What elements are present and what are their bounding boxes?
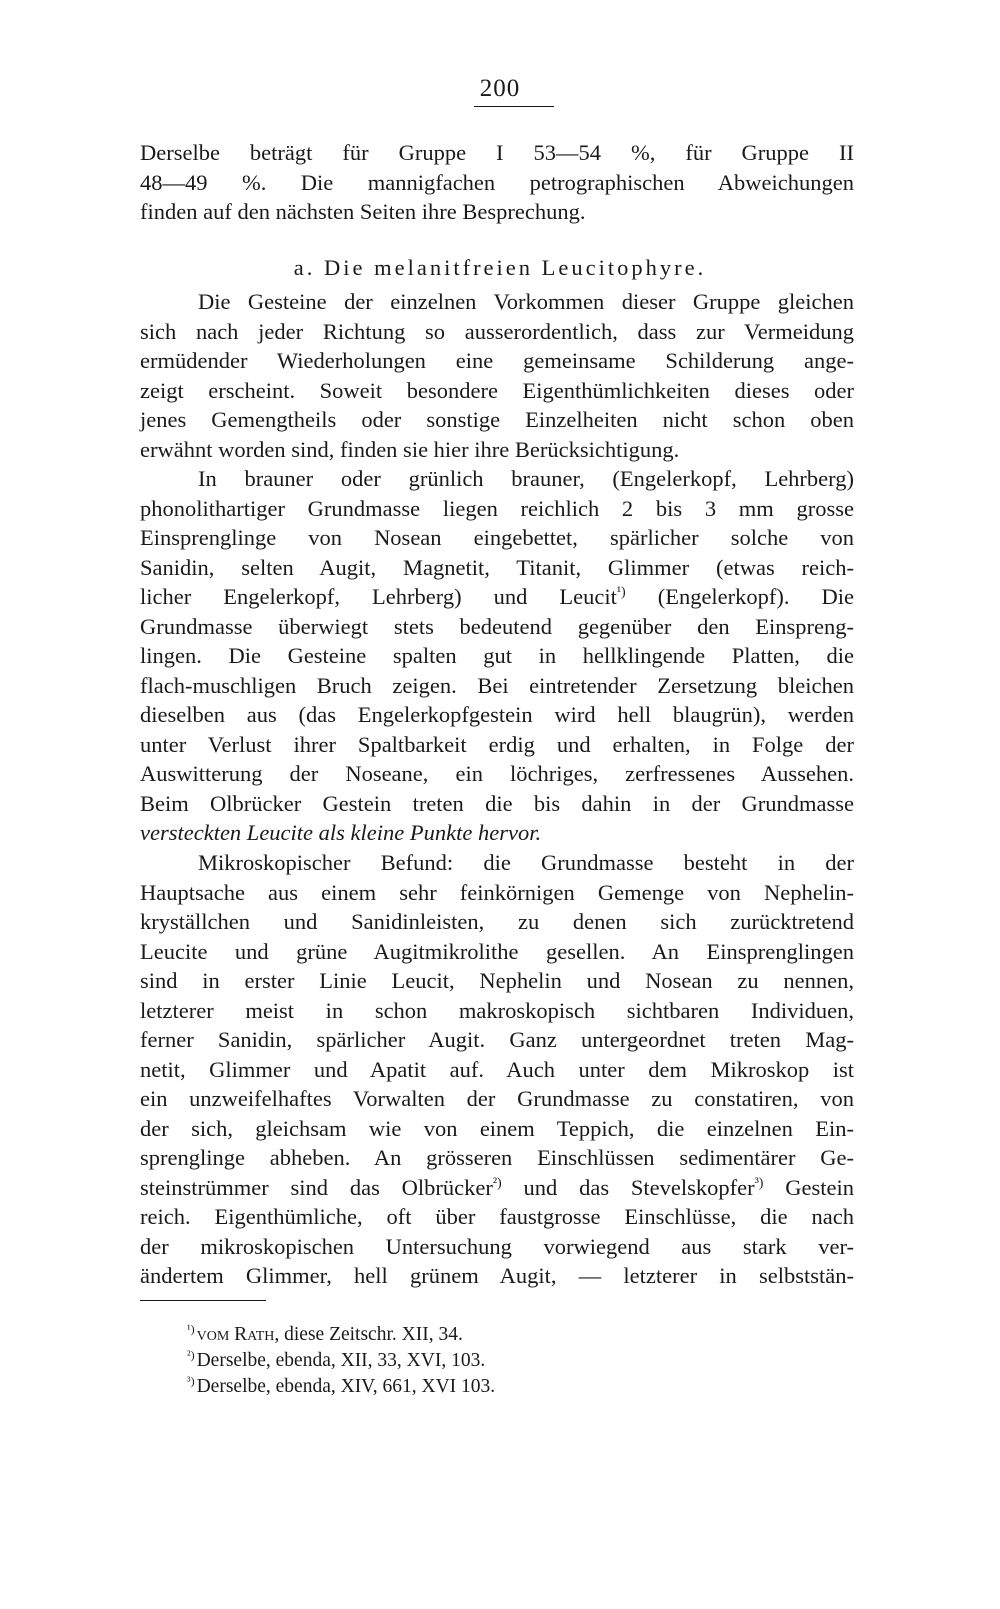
text-line: ändertem Glimmer, hell grünem Augit, — letzterer in selbststän- bbox=[140, 1263, 854, 1288]
text-line-with-notes bbox=[140, 1173, 854, 1203]
text-line: sind in erster Linie Leucit, Nephelin und Nosean zu nennen, bbox=[140, 968, 854, 993]
text-segment: und das Stevelskopfer bbox=[523, 1174, 755, 1200]
paragraph-2 bbox=[140, 464, 854, 848]
footnote-mark: ²) bbox=[187, 1348, 195, 1362]
footnotes bbox=[187, 1322, 787, 1400]
footnote-text: Derselbe, ebenda, XIV, 661, XVI 103. bbox=[196, 1376, 496, 1397]
section-heading: a. Die melanitfreien Leucitophyre. bbox=[293, 255, 707, 280]
text-line: unter Verlust ihrer Spaltbarkeit erdig und erhalten, in Folge der bbox=[140, 731, 854, 757]
text-line: In brauner oder grünlich brauner, (Engelerkopf, Lehrberg) bbox=[198, 466, 854, 491]
text-line: Derselbe beträgt für Gruppe I 53—54 %, für Gruppe II bbox=[140, 140, 854, 165]
intro-text bbox=[140, 138, 854, 227]
footnote-rule bbox=[140, 1300, 266, 1301]
footnote-ref-2: ²) bbox=[492, 1175, 502, 1191]
text-line: kryställchen und Sanidinleisten, zu denen sich zurücktretend bbox=[140, 909, 854, 934]
text-line: dieselben aus (das Engelerkopfgestein wird hell blaugrün), werden bbox=[140, 702, 854, 727]
text-line: letzterer meist in schon makroskopisch sichtbaren Individuen, bbox=[140, 997, 854, 1023]
text-line: zeigt erscheint. Soweit besondere Eigenthümlichkeiten dieses oder bbox=[140, 377, 854, 403]
footnote-mark: ³) bbox=[187, 1374, 195, 1388]
footnote-author: vom Rath, bbox=[196, 1324, 280, 1345]
text-line: Grundmasse überwiegt stets bedeutend gegenüber den Einspreng- bbox=[140, 613, 854, 639]
text-line: jenes Gemengtheils oder sonstige Einzelheiten nicht schon oben bbox=[140, 407, 854, 432]
page-number-rule bbox=[474, 106, 554, 107]
text-line: sich nach jeder Richtung so ausserordentlich, dass zur Vermeidung bbox=[140, 318, 854, 344]
text-line: versteckten Leucite als kleine Punkte hervor. bbox=[140, 820, 542, 845]
footnote-2 bbox=[187, 1348, 787, 1374]
text-line: der mikroskopischen Untersuchung vorwiegend aus stark ver- bbox=[140, 1233, 854, 1259]
footnote-3 bbox=[187, 1374, 787, 1400]
text-line: netit, Glimmer und Apatit auf. Auch unter dem Mikroskop ist bbox=[140, 1056, 854, 1082]
text-segment: Gestein bbox=[785, 1174, 855, 1200]
page-number: 200 bbox=[479, 75, 521, 102]
text-segment: licher Engelerkopf, Lehrberg) und Leucit bbox=[140, 584, 617, 609]
text-line: finden auf den nächsten Seiten ihre Besprechung. bbox=[140, 199, 586, 224]
text-segment: (Engelerkopf). Die bbox=[657, 584, 855, 609]
text-line: Beim Olbrücker Gestein treten die bis dahin in der Grundmasse bbox=[140, 790, 854, 816]
text-line: 48—49 %. Die mannigfachen petrographischen Abweichungen bbox=[140, 169, 854, 195]
text-line: ermüdender Wiederholungen eine gemeinsame Schilderung ange- bbox=[140, 348, 854, 373]
footnote-ref-3: ³) bbox=[754, 1175, 764, 1191]
text-line: ein unzweifelhaftes Vorwalten der Grundmasse zu constatiren, von bbox=[140, 1086, 854, 1111]
footnote-text: diese Zeitschr. XII, 34. bbox=[279, 1324, 463, 1345]
text-line: ferner Sanidin, spärlicher Augit. Ganz untergeordnet treten Mag- bbox=[140, 1027, 854, 1052]
text-line: Leucite und grüne Augitmikrolithe gesellen. An Einsprenglingen bbox=[140, 938, 854, 964]
text-line: Einsprenglinge von Nosean eingebettet, spärlicher solche von bbox=[140, 525, 854, 550]
text-line: Sanidin, selten Augit, Magnetit, Titanit, Glimmer (etwas reich- bbox=[140, 554, 854, 580]
paragraph-3 bbox=[140, 848, 854, 1291]
footnote-ref-1: ¹) bbox=[616, 585, 626, 600]
footnote-1 bbox=[187, 1322, 787, 1348]
text-line: erwähnt worden sind, finden sie hier ihre Berücksichtigung. bbox=[140, 436, 680, 462]
paragraph-1 bbox=[140, 287, 854, 464]
text-segment: steinstrümmer sind das Olbrücker bbox=[140, 1174, 493, 1200]
text-line: sprenglinge abheben. An grösseren Einschlüssen sedimentärer Ge- bbox=[140, 1145, 854, 1170]
text-line: der sich, gleichsam wie von einem Teppich, die einzelnen Ein- bbox=[140, 1115, 854, 1141]
text-line: Die Gesteine der einzelnen Vorkommen dieser Gruppe gleichen bbox=[198, 289, 854, 314]
footnote-text: Derselbe, ebenda, XII, 33, XVI, 103. bbox=[196, 1350, 486, 1371]
text-line: phonolithartiger Grundmasse liegen reichlich 2 bis 3 mm grosse bbox=[140, 495, 854, 521]
text-line-with-note bbox=[140, 582, 854, 612]
text-line: Mikroskopischer Befund: die Grundmasse besteht in der bbox=[198, 850, 854, 875]
text-line: Auswitterung der Noseane, ein löchriges, zerfressenes Aussehen. bbox=[140, 761, 854, 786]
text-line: reich. Eigenthümliche, oft über faustgrosse Einschlüsse, die nach bbox=[140, 1204, 854, 1229]
text-line: flach-muschligen Bruch zeigen. Bei eintretender Zersetzung bleichen bbox=[140, 672, 854, 698]
text-line: Hauptsache aus einem sehr feinkörnigen Gemenge von Nephelin- bbox=[140, 879, 854, 905]
text-line: lingen. Die Gesteine spalten gut in hellklingende Platten, die bbox=[140, 643, 854, 668]
footnote-mark: ¹) bbox=[187, 1322, 195, 1336]
